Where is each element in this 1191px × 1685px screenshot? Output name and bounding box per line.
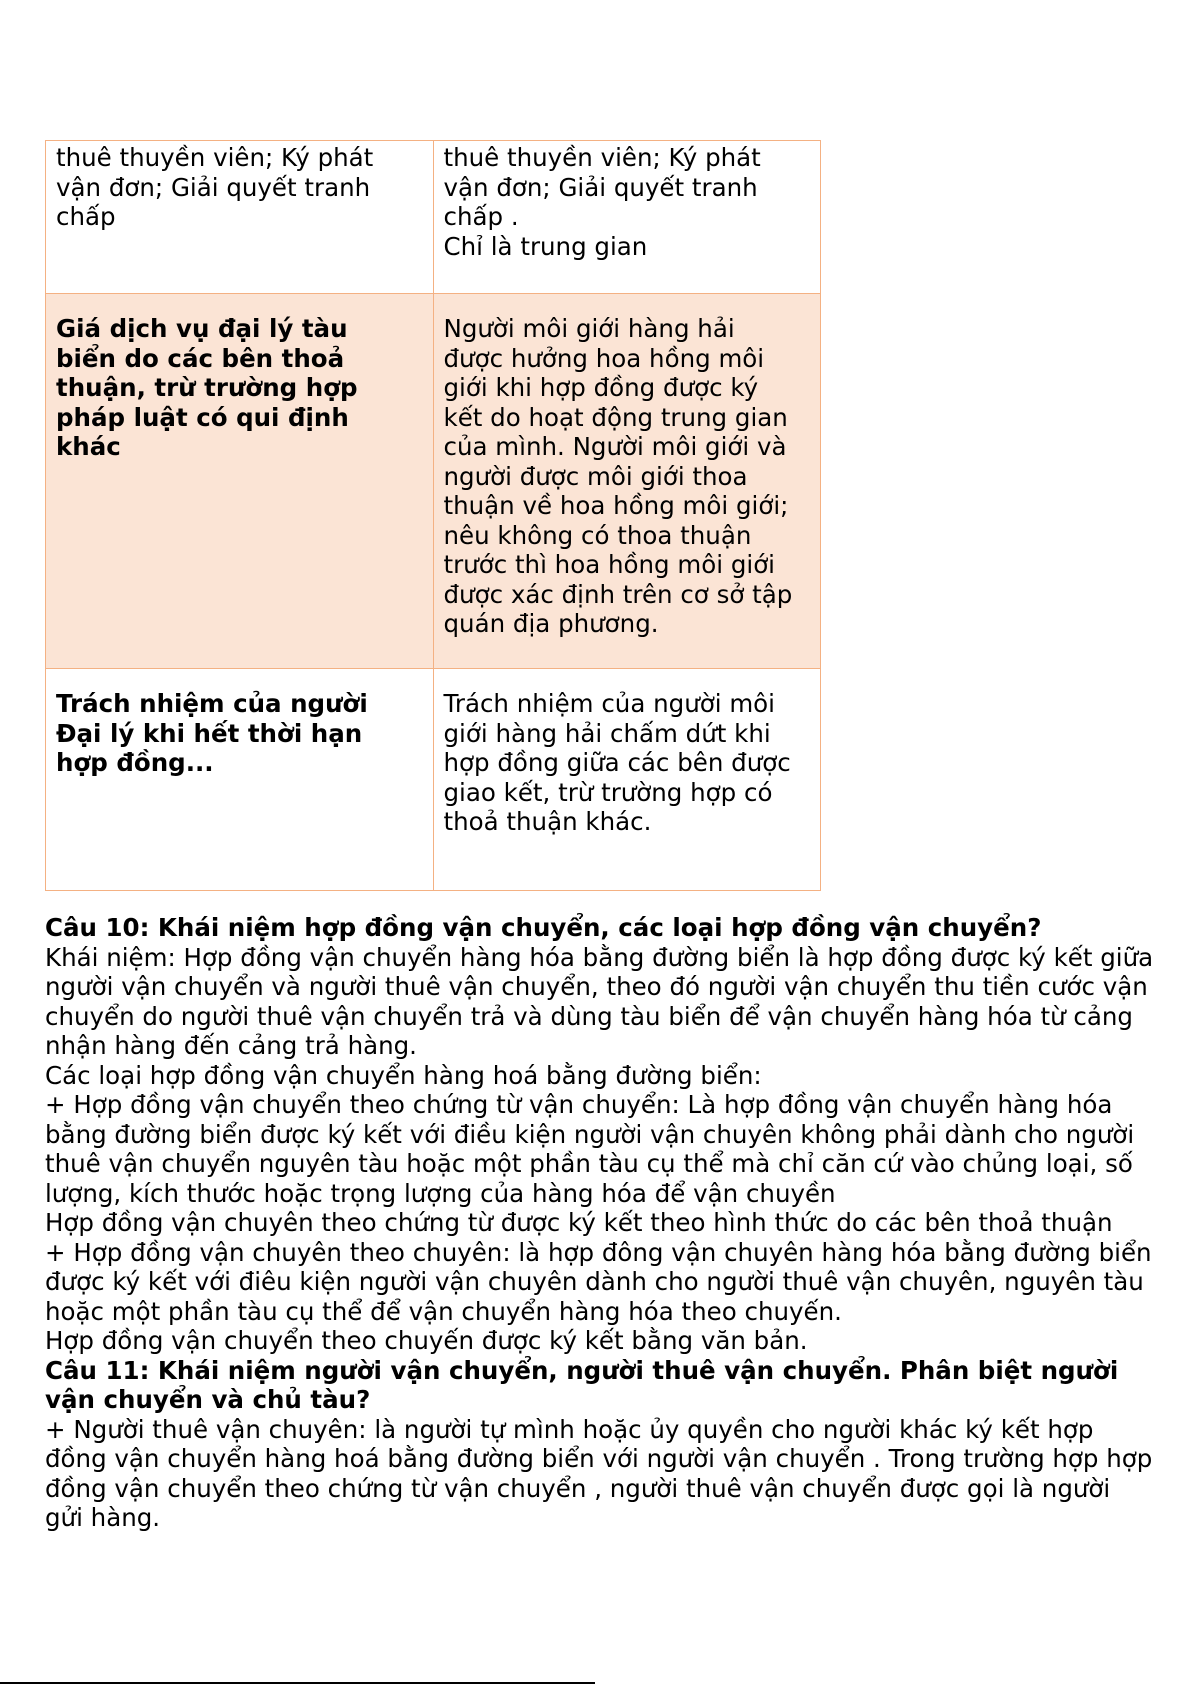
page-divider	[0, 1682, 595, 1684]
table-cell-broker: Trách nhiệm của người môi giới hàng hải chấm dứt khi hợp đồng giữa các bên được giao kết, trừ trường hợp có thoả thuận khác.	[433, 669, 821, 891]
table-cell-agent: thuê thuyền viên; Ký phát vận đơn; Giải quyết tranh chấp	[46, 141, 434, 294]
table-cell-agent: Trách nhiệm của người Đại lý khi hết thời hạn hợp đồng...	[46, 669, 434, 891]
table-cell-agent: Giá dịch vụ đại lý tàu biển do các bên thoả thuận, trừ trường hợp pháp luật có qui định khác	[46, 294, 434, 669]
comparison-table	[45, 140, 821, 891]
paragraph: Hợp đồng vận chuyên theo chứng từ được ký kết theo hình thức do các bên thoả thuận	[45, 1208, 1113, 1237]
document-body	[45, 913, 1155, 1533]
table-row	[46, 294, 821, 669]
paragraph: + Người thuê vận chuyên: là người tự mình hoặc ủy quyền cho người khác ký kết hợp đồng vận chuyển hàng hoá bằng đường biển với người vận chuyển . Trong trường hợp hợp đồng vận chuyển theo chứng từ vận chuyển , người thuê vận chuyển được gọi là người gửi hàng.	[45, 1414, 1153, 1532]
table-cell-broker: Người môi giới hàng hải được hưởng hoa hồng môi giới khi hợp đồng được ký kết do hoạt động trung gian của mình. Người môi giới và người được môi giới thoa thuận về hoa hồng môi giới; nêu không có thoa thuận trước thì hoa hồng môi giới được xác định trên cơ sở tập quán địa phương.	[433, 294, 821, 669]
question-10-heading: Câu 10: Khái niệm hợp đồng vận chuyển, các loại hợp đồng vận chuyển?	[45, 913, 1042, 942]
paragraph: Khái niệm: Hợp đồng vận chuyển hàng hóa bằng đường biển là hợp đồng được ký kết giữa người vận chuyển và người thuê vận chuyển, theo đó người vận chuyển thu tiền cước vận chuyển do người thuê vận chuyển trả và dùng tàu biển để vận chuyển hàng hóa từ cảng nhận hàng đến cảng trả hàng.	[45, 942, 1154, 1060]
table-row	[46, 141, 821, 294]
paragraph: Hợp đồng vận chuyển theo chuyến được ký kết bằng văn bản.	[45, 1326, 808, 1355]
table-cell-broker: thuê thuyền viên; Ký phát vận đơn; Giải quyết tranh chấp . Chỉ là trung gian	[433, 141, 821, 294]
paragraph: + Hợp đồng vận chuyển theo chứng từ vận chuyển: Là hợp đồng vận chuyển hàng hóa bằng đường biển được ký kết với điều kiện người vận chuyên không phải dành cho người thuê vận chuyển nguyên tàu hoặc một phần tàu cụ thể mà chỉ căn cứ vào chủng loại, số lượng, kích thước hoặc trọng lượng của hàng hóa để vận chuyền	[45, 1090, 1135, 1208]
table-row	[46, 669, 821, 891]
paragraph: Các loại hợp đồng vận chuyển hàng hoá bằng đường biển:	[45, 1060, 762, 1090]
question-11-heading: Câu 11: Khái niệm người vận chuyển, người thuê vận chuyển. Phân biệt người vận chuyển và chủ tàu?	[45, 1355, 1119, 1414]
paragraph: + Hợp đồng vận chuyên theo chuyên: là hợp đông vận chuyên hàng hóa bằng đường biển được ký kết với điêu kiện người vận chuyên dành cho người thuê vận chuyên, nguyên tàu hoặc một phần tàu cụ thể để vận chuyển hàng hóa theo chuyến.	[45, 1237, 1152, 1326]
